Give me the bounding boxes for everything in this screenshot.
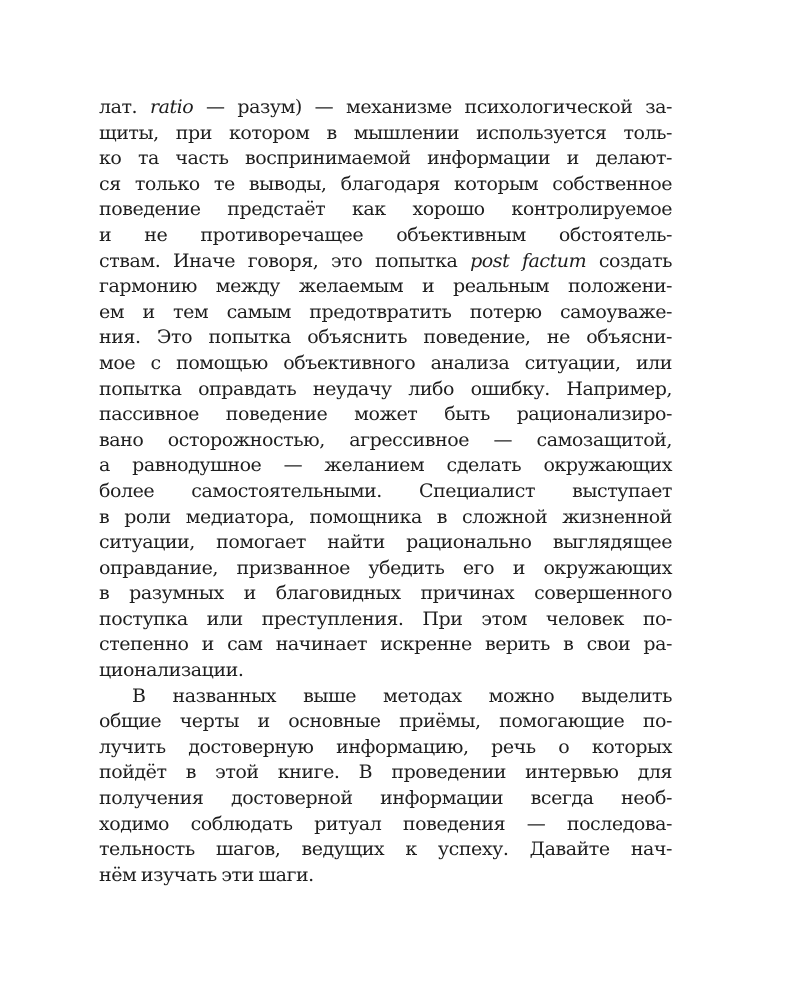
text-line xyxy=(99,684,672,710)
text-segment: создать xyxy=(586,249,672,272)
text-segment: лат. xyxy=(99,96,150,118)
italic-text: post factum xyxy=(470,249,587,272)
text-line xyxy=(99,709,672,735)
italic-text: ratio xyxy=(149,96,194,118)
text-line xyxy=(99,453,672,479)
body-text xyxy=(99,95,672,888)
text-segment: степенно и сам начинает искренне верить в свои ра- xyxy=(99,633,672,656)
text-segment: оправдание, призванное убедить его и окружающих xyxy=(99,556,672,579)
text-segment: лучить достоверную информацию, речь о которых xyxy=(99,735,672,758)
text-line xyxy=(99,863,672,889)
text-segment: — разум) — механизме психологической за- xyxy=(193,96,672,118)
text-segment: нём изучать эти шаги. xyxy=(99,863,314,886)
text-segment: более самостоятельными. Специалист выступает xyxy=(99,479,672,502)
text-line xyxy=(99,735,672,761)
text-segment: поведение предстаёт как хорошо контролируемое xyxy=(99,198,672,221)
text-line xyxy=(99,121,672,147)
text-line xyxy=(99,377,672,403)
text-line xyxy=(99,172,672,198)
text-segment: и не противоречащее объективным обстоятель- xyxy=(99,223,672,246)
text-line xyxy=(99,95,672,121)
text-line xyxy=(99,351,672,377)
text-segment: мое с помощью объективного анализа ситуации, или xyxy=(99,351,672,374)
text-line xyxy=(99,223,672,249)
text-line xyxy=(99,197,672,223)
text-segment: пойдёт в этой книге. В проведении интервью для xyxy=(99,761,672,784)
text-segment: а равнодушное — желанием сделать окружающих xyxy=(99,454,672,477)
text-line xyxy=(99,607,672,633)
text-segment: попытка оправдать неудачу либо ошибку. Например, xyxy=(99,377,672,400)
text-line xyxy=(99,812,672,838)
text-segment: вано осторожностью, агрессивное — самозащитой, xyxy=(99,428,672,451)
text-segment: ния. Это попытка объяснить поведение, не объясни- xyxy=(99,326,672,349)
text-line xyxy=(99,658,672,684)
text-segment: тельность шагов, ведущих к успеху. Давайте нач- xyxy=(99,838,672,861)
text-line xyxy=(99,556,672,582)
text-segment: ся только те выводы, благодаря которым собственное xyxy=(99,172,672,195)
text-segment: общие черты и основные приёмы, помогающие по- xyxy=(99,710,672,733)
text-line xyxy=(99,146,672,172)
text-segment: ем и тем самым предотвратить потерю самоуваже- xyxy=(99,300,672,323)
text-segment: получения достоверной информации всегда необ- xyxy=(99,787,672,810)
text-line xyxy=(99,479,672,505)
text-segment: в разумных и благовидных причинах совершенного xyxy=(99,582,672,605)
text-segment: ко та часть воспринимаемой информации и делают- xyxy=(99,147,672,170)
text-line xyxy=(99,581,672,607)
text-line xyxy=(99,505,672,531)
text-segment: поступка или преступления. При этом человек по- xyxy=(99,607,672,630)
text-line xyxy=(99,274,672,300)
text-line xyxy=(99,760,672,786)
text-line xyxy=(99,632,672,658)
text-line xyxy=(99,249,672,275)
text-segment: ситуации, помогает найти рационально выглядящее xyxy=(99,531,672,554)
text-segment: ходимо соблюдать ритуал поведения — последова- xyxy=(99,812,672,835)
text-line xyxy=(99,325,672,351)
text-segment: ствам. Иначе говоря, это попытка xyxy=(99,249,471,272)
text-line xyxy=(99,530,672,556)
text-segment: щиты, при котором в мышлении используется толь- xyxy=(99,121,672,144)
text-segment: пассивное поведение может быть рационализиро- xyxy=(99,403,672,426)
text-line xyxy=(99,428,672,454)
text-segment: В названных выше методах можно выделить xyxy=(132,684,672,707)
text-line xyxy=(99,837,672,863)
text-segment: гармонию между желаемым и реальным положени- xyxy=(99,275,672,298)
text-segment: в роли медиатора, помощника в сложной жизненной xyxy=(99,505,672,528)
text-line xyxy=(99,402,672,428)
text-segment: ционализации. xyxy=(99,659,244,682)
text-line xyxy=(99,300,672,326)
text-line xyxy=(99,786,672,812)
